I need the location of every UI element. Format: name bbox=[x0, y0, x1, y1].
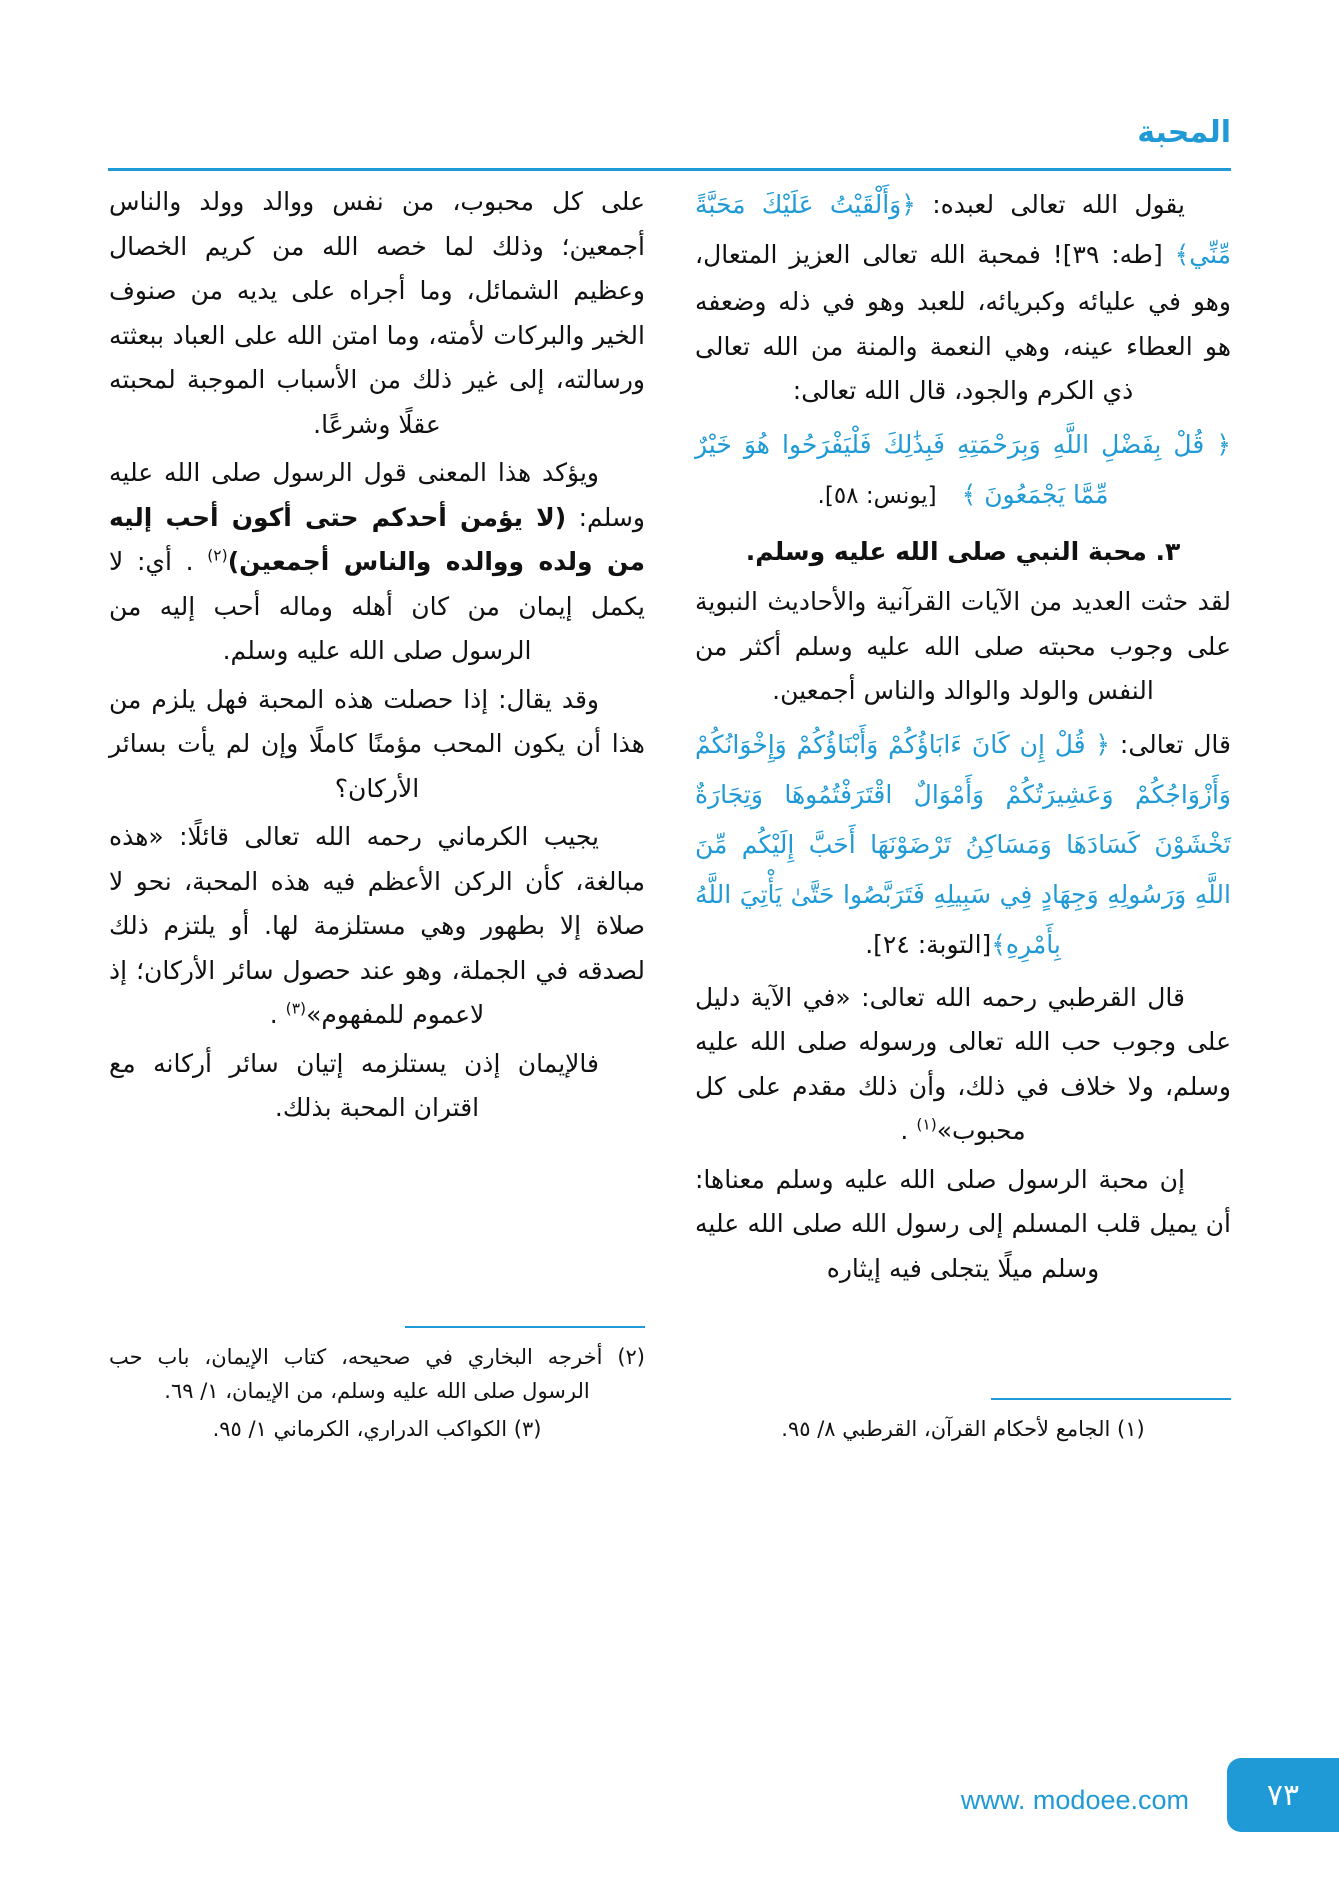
footnote-number: (١) bbox=[1117, 1416, 1145, 1441]
quran-verse: ﴿ قُلْ بِفَضْلِ اللَّهِ وَبِرَحْمَتِهِ فَبِذَٰلِكَ فَلْيَفْرَحُوا هُوَ خَيْرٌ مِّمَّا يَجْمَعُونَ ﴾ bbox=[695, 429, 1231, 509]
paragraph: فالإيمان إذن يستلزمه إتيان سائر أركانه مع اقتران المحبة بذلك. bbox=[109, 1048, 599, 1122]
page-footer bbox=[0, 1758, 1339, 1832]
text-columns bbox=[108, 180, 1231, 1460]
paragraph-text: يقول الله تعالى لعبده: bbox=[915, 190, 1186, 219]
header-divider bbox=[108, 168, 1231, 171]
footnote-marker: (٣) bbox=[285, 999, 307, 1018]
verse-reference: [يونس: ٥٨]. bbox=[817, 482, 937, 509]
page-number-tab bbox=[1227, 1758, 1339, 1832]
paragraph-tail: . bbox=[269, 1000, 286, 1029]
quran-block bbox=[695, 420, 1231, 520]
paragraph bbox=[109, 815, 645, 1038]
paragraph bbox=[109, 451, 645, 674]
paragraph-text: ويؤكد هذا المعنى قول الرسول صلى الله عليه وسلم: bbox=[109, 458, 645, 532]
footnote-number: (٢) bbox=[617, 1344, 645, 1369]
site-url[interactable]: www. modoee.com bbox=[960, 1785, 1189, 1815]
footnote-text: الكواكب الدراري، الكرماني ١/ ٩٥. bbox=[212, 1416, 508, 1441]
footnote-text: أخرجه البخاري في صحيحه، كتاب الإيمان، باب حب الرسول صلى الله عليه وسلم، من الإيمان، ١/ ٦٩. bbox=[109, 1344, 603, 1403]
paragraph: إن محبة الرسول صلى الله عليه وسلم معناها: أن يميل قلب المسلم إلى رسول الله صلى الله عليه وسلم ميلًا يتجلى فيه إيثاره bbox=[695, 1164, 1231, 1283]
footnote-divider bbox=[405, 1326, 645, 1328]
quran-block bbox=[695, 720, 1231, 970]
paragraph-tail: فمحبة الله تعالى العزيز المتعال، وهو في عليائه وكبريائه، للعبد وهو في ذله وضعفه هو العطاء عينه، وهي النعمة والمنة من الله تعالى ذي الكرم والجود، قال الله تعالى: bbox=[695, 240, 1231, 405]
paragraph-tail: . أي: لا يكمل إيمان من كان أهله وماله أحب إليه من الرسول صلى الله عليه وسلم. bbox=[109, 547, 645, 665]
paragraph: على كل محبوب، من نفس ووالد وولد والناس أجمعين؛ وذلك لما خصه الله من كريم الخصال وعظيم الشمائل، وما أجراه على يديه من صنوف الخير والبركات لأمته، وما امتن الله على العباد ببعثته ورسالته، إلى غير ذلك من الأسباب الموجبة لمحبته عقلًا وشرعًا. bbox=[109, 187, 645, 439]
footnote bbox=[109, 1412, 645, 1446]
footnotes-left bbox=[109, 1326, 645, 1450]
quran-verse: ﴿وَأَلْقَيْتُ عَلَيْكَ مَحَبَّةً مِّنِّي﴾ bbox=[695, 190, 1231, 269]
footnote bbox=[109, 1340, 645, 1408]
paragraph: لقد حثت العديد من الآيات القرآنية والأحاديث النبوية على وجوب محبته صلى الله عليه وسلم أكثر من النفس والولد والوالد والناس أجمعين. bbox=[695, 587, 1231, 705]
paragraph: وقد يقال: إذا حصلت هذه المحبة فهل يلزم من هذا أن يكون المحب مؤمنًا كاملًا وإن لم يأت بسائر الأركان؟ bbox=[109, 684, 645, 803]
verse-reference: [التوبة: ٢٤]. bbox=[865, 929, 992, 959]
footnote-divider bbox=[991, 1398, 1231, 1400]
section-heading: ٣. محبة النبي صلى الله عليه وسلم. bbox=[745, 536, 1181, 566]
column-left bbox=[109, 180, 645, 1460]
paragraph-text: يجيب الكرماني رحمه الله تعالى قائلًا: «هذه مبالغة، كأن الركن الأعظم فيه هذه المحبة، نحو لا صلاة إلا بطهور وهي مستلزمة لها. أو يلتزم ذلك لصدقه في الجملة، وهو عند حصول سائر الأركان؛ إذ لاعموم للمفهوم» bbox=[109, 822, 645, 1029]
footnote-marker: (٢) bbox=[207, 546, 228, 565]
paragraph-tail: . bbox=[900, 1116, 917, 1145]
paragraph bbox=[695, 180, 1231, 414]
paragraph-text: قال القرطبي رحمه الله تعالى: «في الآية دليل على وجوب حب الله تعالى ورسوله صلى الله عليه وسلم، ولا خلاف في ذلك، وأن ذلك مقدم على كل محبوب» bbox=[695, 982, 1231, 1145]
footnote-marker: (١) bbox=[916, 1115, 937, 1134]
verse-reference: [طه: ٣٩]! bbox=[1052, 240, 1163, 269]
paragraph-text: قال تعالى: bbox=[1110, 729, 1232, 759]
quran-verse: ﴿ قُلْ إِن كَانَ ءَابَاؤُكُمْ وَأَبْنَاؤُكُمْ وَإِخْوَانُكُمْ وَأَزْوَاجُكُمْ وَعَشِيرَتُكُمْ وَأَمْوَالٌ اقْتَرَفْتُمُوهَا وَتِجَارَةٌ تَخْشَوْنَ كَسَادَهَا وَمَسَاكِنُ تَرْضَوْنَهَا أَحَبَّ إِلَيْكُم مِّنَ اللَّهِ وَرَسُولِهِ وَجِهَادٍ فِي سَبِيلِهِ فَتَرَبَّصُوا حَتَّىٰ يَأْتِيَ اللَّهُ بِأَمْرِهِ﴾ bbox=[695, 729, 1231, 959]
footnote bbox=[695, 1412, 1231, 1446]
paragraph bbox=[695, 976, 1231, 1154]
footnotes-right bbox=[695, 1398, 1231, 1450]
page-number: ٧٣ bbox=[1266, 1777, 1300, 1813]
footnote-text: الجامع لأحكام القرآن، القرطبي ٨/ ٩٥. bbox=[781, 1416, 1111, 1441]
page-header bbox=[108, 115, 1231, 170]
chapter-title: المحبة bbox=[1137, 115, 1231, 150]
footnote-number: (٣) bbox=[513, 1416, 542, 1441]
column-right bbox=[695, 180, 1231, 1460]
hadith-text: (لا يؤمن أحدكم حتى أكون أحب إليه من ولده ووالده والناس أجمعين) bbox=[109, 502, 646, 576]
